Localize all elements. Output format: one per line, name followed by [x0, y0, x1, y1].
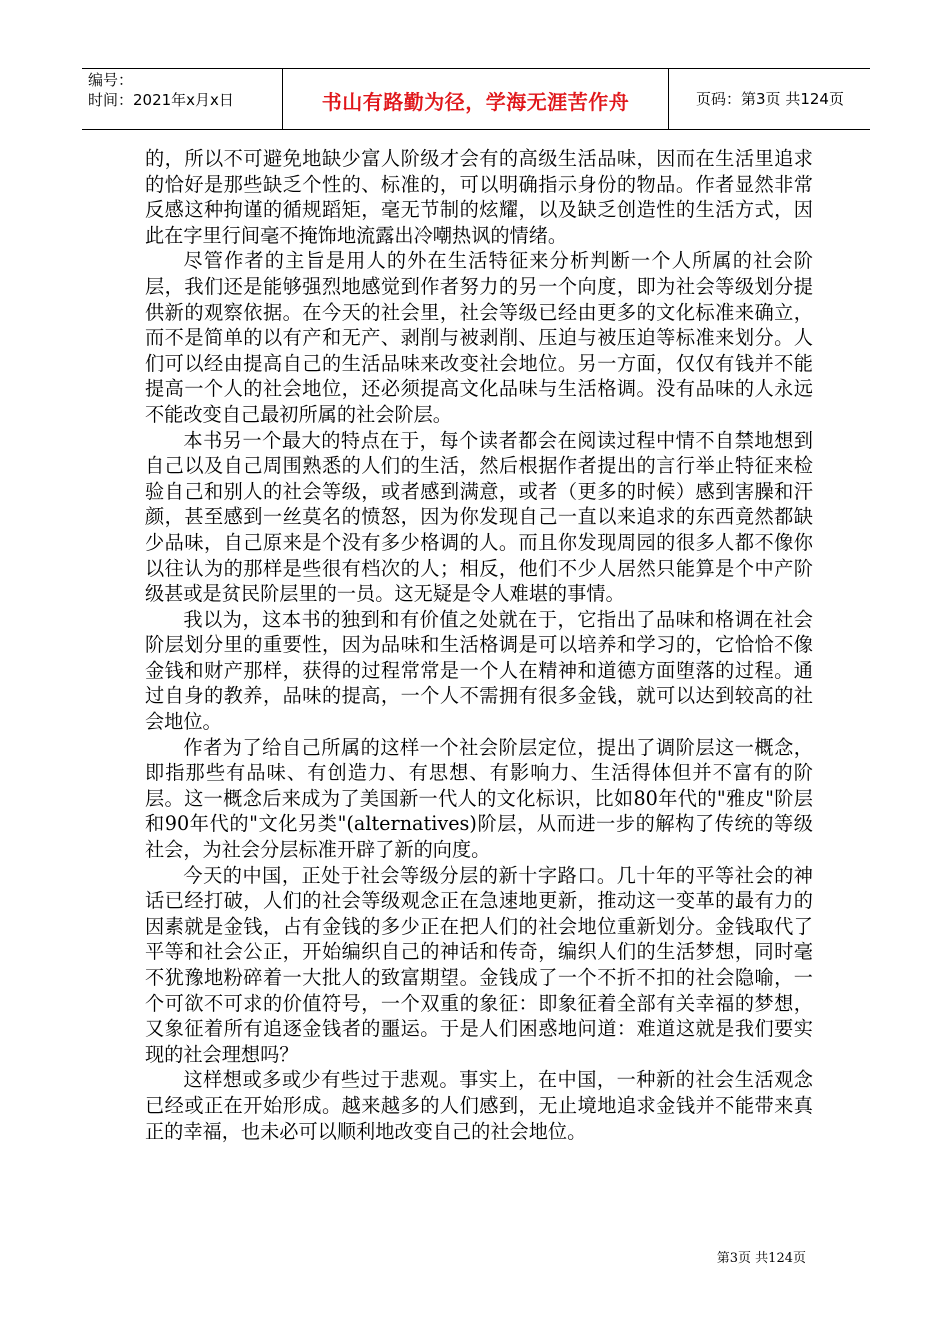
- paragraph-2: 尽管作者的主旨是用人的外在生活特征来分析判断一个人所属的社会阶层，我们还是能够强烈地感觉到作者努力的另一个向度，即为社会等级划分提供新的观察依据。在今天的社会里，社会等级已经由更多的文化标准来确立，而不是简单的以有产和无产、剥削与被剥削、压迫与被压迫等标准来划分。人们可以经由提高自己的生活品味来改变社会地位。另一方面，仅仅有钱并不能提高一个人的社会地位，还必须提高文化品味与生活格调。没有品味的人永远不能改变自己最初所属的社会阶层。: [145, 249, 813, 426]
- header-divider-left: [282, 68, 283, 130]
- header-time-label: 时间：2021年x月x日: [88, 91, 234, 109]
- paragraph-7: 这样想或多或少有些过于悲观。事实上，在中国，一种新的社会生活观念已经或正在开始形成。越来越多的人们感到，无止境地追求金钱并不能带来真正的幸福，也未必可以顺利地改变自己的社会地位。: [145, 1068, 813, 1143]
- paragraph-3: 本书另一个最大的特点在于，每个读者都会在阅读过程中情不自禁地想到自己以及自己周围熟悉的人们的生活，然后根据作者提出的言行举止特征来检验自己和别人的社会等级，或者感到满意，或者（更多的时候）感到害臊和汗颜，甚至感到一丝莫名的愤怒，因为你发现自己一直以来追求的东西竟然都缺少品味，自己原来是个没有多少格调的人。而且你发现周园的很多人都不像你以往认为的那样是些很有档次的人；相反，他们不少人居然只能算是个中产阶级甚或是贫民阶层里的一员。这无疑是令人难堪的事情。: [145, 428, 813, 606]
- paragraph-6: 今天的中国，正处于社会等级分层的新十字路口。几十年的平等社会的神话已经打破，人们的社会等级观念正在急速地更新，推动这一变革的最有力的因素就是金钱，占有金钱的多少正在把人们的社会地位重新划分。金钱取代了平等和社会公正，开始编织自己的神话和传奇，编织人们的生活梦想，同时毫不犹豫地粉碎着一大批人的致富期望。金钱成了一个不折不扣的社会隐喻，一个可欲不可求的价值符号，一个双重的象征：即象征着全部有关幸福的梦想，又象征着所有追逐金钱者的噩运。于是人们困惑地问道：难道这就是我们要实现的社会理想吗？: [145, 863, 813, 1066]
- paragraph-4: 我以为，这本书的独到和有价值之处就在于，它指出了品味和格调在社会阶层划分里的重要性，因为品味和生活格调是可以培养和学习的，它恰恰不像金钱和财产那样，获得的过程常常是一个人在精神和道德方面堕落的过程。通过自身的教养，品味的提高，一个人不需拥有很多金钱，就可以达到较高的社会地位。: [145, 607, 813, 734]
- paragraph-1: 的，所以不可避免地缺少富人阶级才会有的高级生活品味，因而在生活里追求的恰好是那些缺乏个性的、标准的，可以明确指示身份的物品。作者显然非常反感这种拘谨的循规蹈矩，毫无节制的炫耀，以及缺乏创造性的生活方式，因此在字里行间毫不掩饰地流露出冷嘲热讽的情绪。: [145, 147, 813, 247]
- header-top-rule: [82, 68, 870, 69]
- paragraph-5: 作者为了给自己所属的这样一个社会阶层定位，提出了调阶层这一概念，即指那些有品味、有创造力、有思想、有影响力、生活得体但并不富有的阶层。这一概念后来成为了美国新一代人的文化标识，比如80年代的"雅皮"阶层和90年代的"文化另类"(alternatives)阶层，从而进一步的解构了传统的等级社会，为社会分层标准开辟了新的向度。: [145, 735, 813, 862]
- header-number-label: 编号：: [88, 71, 134, 89]
- header-divider-right: [668, 68, 669, 130]
- header-bottom-rule: [82, 129, 870, 130]
- page-header: [82, 68, 870, 130]
- header-motto: 书山有路勤为径，学海无涯苦作舟: [321, 90, 630, 114]
- header-meta: [88, 70, 234, 110]
- header-page-info: 页码：第3页 共124页: [696, 90, 844, 108]
- document-body: [145, 146, 813, 1144]
- page-footer: 第3页 共124页: [716, 1251, 806, 1266]
